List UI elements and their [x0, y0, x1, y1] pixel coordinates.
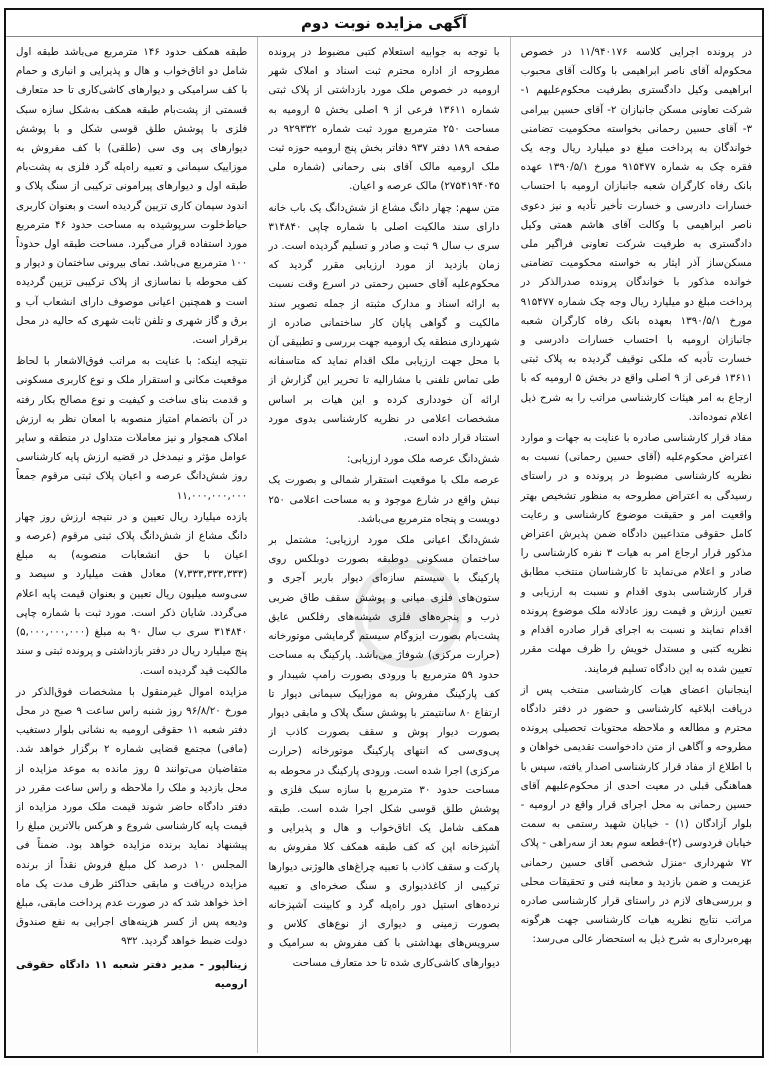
signature: زینالپور - مدیر دفتر شعبه ۱۱ دادگاه حقوقی ارومیه — [16, 958, 248, 990]
paragraph: در پرونده اجرایی کلاسه ۱۱/۹۴۰۱۷۶ در خصوص محکوم‌له آقای ناصر ابراهیمی با وکالت آقای محبوب ابراهیمی وکیل دادگستری بطرفیت محکوم‌علیهم ۱- شرکت تعاونی مسکن جانبازان ۲- آقای حسین بیرامی ۳- آقای حسین رحمانی بخواسته محکومیت تضامنی خواندگان به پرداخت مبلغ دو میلیارد ریال وجه یک فقره چک به شماره ۹۱۵۴۷۷ مورخ ۱۳۹۰/۵/۱ عهده بانک رفاه کارگران شعبه جانبازان ارومیه با احتساب خسارات دادرسی و خسارت تأخیر تأدیه و نیز دعوی ناصر ابراهیمی با وکالت آقای هاشم همتی وکیل دادگستری به طرفیت شرکت تعاونی فراگیر ملی مسکن‌ساز آذر ایثار به خواسته محکومیت تضامنی خوانده مذکور با خواندگان پرونده صدرالذکر در پرداخت مبلغ دو میلیارد ریال وجه چک شماره ۹۱۵۴۷۷ مورخ ۱۳۹۰/۵/۱ بعهده بانک رفاه کارگران شعبه جانبازان ارومیه با احتساب خسارات دادرسی و خسارت تأدیه که ملکی توقیف گردیده به پلاک ثبتی ۱۳۶۱۱ فرعی از ۹ اصلی واقع در بخش ۵ ارومیه که با ارجاع به امر هیئات کارشناسی مراتب را به شرح ذیل اعلام نموده‌اند. — [520, 46, 753, 423]
paragraph: طبقه همکف حدود ۱۴۶ مترمربع می‌باشد طبقه اول شامل دو اتاق‌خواب و هال و پذیرایی و انباری و حمام با کف سرامیکی و دیوارهای کاشی‌کاری تا حد متعارف قسمتی از پشت‌بام طبقه همکف به‌شکل سازه سبک فلزی با پوشش طلق قوسی شکل و با پوشش دیوارهای پی وی سی (طلقی) با کف مفروش به موزاییک سیمانی و تعبیه راه‌پله گرد فلزی به پشت‌بام طبقه اول و دیوارهای پیرامونی ترکیبی از سنگ پلاک و اندود سیمان کاری تزیین گردیده است و بعنوان کاربری حیاط‌خلوت سرپوشیده به مساحت حدود ۴۶ مترمربع مورد استفاده قرار می‌گیرد. مساحت طبقه اول حدوداً ۱۰۰ مترمربع می‌باشد. نمای بیرونی ساختمان و دیوار و کف محوطه با نماسازی از پلاک ترکیبی تزیین گردیده است و همچنین اعیانی موصوف دارای انشعاب آب و برق و گاز شهری و تلفن ثابت شهری که حالیه در محل برقرار است. — [16, 46, 248, 347]
paragraph: نتیجه اینکه: با عنایت به مراتب فوق‌الاشعار با لحاظ موقعیت مکانی و استقرار ملک و نوع کاربری مسکونی و قدمت بنای ساخت و کیفیت و نوع مصالح بکار رفته در آن باتضمام امتیاز منصوبه با امعان نظر به ارزش املاک همجوار و نیز معاملات متداول در منطقه و سایر عوامل مؤثر و نیمدخل در قضیه ارزش پایه کارشناسی روز شش‌دانگ عرصه و اعیان پلاک ثبتی مرقوم جمعاً ۱۱,۰۰۰,۰۰۰,۰۰۰ — [16, 355, 248, 502]
notice-frame — [4, 8, 764, 1058]
paragraph: شش‌دانگ اعیانی ملک مورد ارزیابی: مشتمل بر ساختمان مسکونی دوطبقه بصورت دوبلکس روی پارکینگ با سیستم سازه‌ای دیوار باربر آجری و ستون‌های فلزی میانی و پوشش سقف طاق ضربی ذرب و پنجره‌های فلزی شیشه‌های رفلکس عایق پشت‌بام بصورت ایزوگام سیستم گرمایشی موتورخانه (حرارت مرکزی) شوفاژ می‌باشد. پارکینگ به مساحت حدود ۵۹ مترمربع با ورودی بصورت رامپ شیبدار و کف پارکینگ مفروش به موزاییک سیمانی دیوار تا ارتفاع ۸۰ سانتیمتر با پوشش سنگ پلاک و مابقی دیوار بصورت دیوار پوش و سقف بصورت کاذب از پی‌وی‌سی که انتهای پارکینگ موتورخانه (حرارت مرکزی) اجرا شده است. ورودی پارکینگ در محوطه به مساحت حدود ۳۰ مترمربع با سازه سبک فلزی و پوشش طلق قوسی شکل اجرا شده است. طبقه همکف شامل یک اتاق‌خواب و هال و پذیرایی و آشپزخانه اپن که کف طبقه همکف کلا مفروش به پارکت و سقف کاذب با تعبیه چراغ‌های هالوژنی دیوارها ترکیبی از کاغذدیواری و سنگ صخره‌ای و تعبیه نرده‌های استیل دور راه‌پله گرد و کابینت آشپزخانه بصورت زمینی و دیواری از نوع‌های کلاس و سرویس‌های بهداشتی با کف مفروش به سرامیک و دیوارهای کاشی‌کاری شده تا حد متعارف مساحت — [268, 534, 500, 969]
paragraph: شش‌دانگ عرصه ملک مورد ارزیابی: — [346, 453, 500, 466]
paragraph: با توجه به جوابیه استعلام کتبی مضبوط در پرونده مطروحه از اداره محترم ثبت اسناد و املاک شهر ارومیه در خصوص ملک مورد بازداشتی از پلاک ثبتی شماره ۱۳۶۱۱ فرعی از ۹ اصلی بخش ۵ ارومیه به مساحت ۲۵۰ مترمربع مورد ثبت شماره ۹۲۹۳۳۲ در صفحه ۱۸۹ دفتر ۹۳۷ دفاتر بخش پنج ارومیه حوزه ثبت ملک ارومیه مالک آقای بنی رحمانی (شماره ملی ۲۷۵۴۱۹۴۰۴۵) مالک عرصه و اعیان. — [268, 46, 500, 193]
paragraph: اینجانبان اعضای هیات کارشناسی منتخب پس از دریافت ابلاغیه کارشناسی و حضور در دفتر دادگاه محترم و مطالعه و ملاحظه محتویات تحصیلی پرونده مطروحه و آگاهی از متن دادخواست تقدیمی خواهان و با اطلاع از مفاد قرار کارشناسی اصدار یافته، سپس با هماهنگی قبلی در معیت احدی از محکوم‌علیهم آقای حسین رحمانی به محل اجرای قرار واقع در ارومیه - بلوار آزادگان (۱) - خیابان شهید رستمی به سمت خیابان فردوسی (۲)-قطعه سوم بعد از سه‌راهی - پلاک ۷۲ شهرداری -منزل شخصی آقای حسین رحمانی عزیمت و ضمن بازدید و معاینه فنی و تحقیقات محلی و بررسی‌های لازم در راستای قرار کارشناسی صادره مراتب نتایج نظریه هیات کارشناسی جهت هرگونه بهره‌برداری به شرح ذیل به استحضار عالی می‌رسد: — [520, 683, 752, 946]
column-middle — [258, 37, 510, 1053]
paragraph: متن سهم: چهار دانگ مشاع از شش‌دانگ یک باب خانه دارای سند مالکیت اصلی با شماره چاپی ۳۱۴۸۴۰ سری ب سال ۹ ثبت و صادر و تسلیم گردیده است. در زمان بازدید از مورد ارزیابی مقرر گردید که محکوم‌علیه آقای حسین رحمتی در اسرع وقت نسبت به ارائه اسناد و مدارک مثبته از جمله تصویر سند مالکیت و گواهی پایان کار ساختمانی صادره از شهرداری منطقه یک ارومیه جهت بررسی و تطبیقی آن با محل جهت ارزیابی ملک اقدام نماید که متاسفانه طی تماس تلفنی با مشارالیه تا تحریر این گزارش از ارائه آن خودداری کرده و این هیات بر اساس مشخصات اعلامی در نظریه کارشناسی بدوی مورد استناد قرار داده است. — [268, 201, 500, 445]
notice-title: آگهی مزایده نوبت دوم — [6, 10, 762, 37]
paragraph: یازده میلیارد ریال تعیین و در نتیجه ارزش روز چهار دانگ مشاع از شش‌دانگ پلاک ثبتی مرقوم (عرصه و اعیان با حق انشعابات منصوبه) به مبلغ (۷,۳۳۳,۳۳۳,۳۳۳) معادل هفت میلیارد و سیصد و سی‌وسه میلیون ریال تعیین و بعنوان قیمت پایه اعلام می‌گردد. شایان ذکر است. مورد ثبت با شماره چاپی ۳۱۴۸۴۰ سری ب سال ۹۰ به مبلغ (۵,۰۰۰,۰۰۰,۰۰۰) پنج میلیارد ریال در دفتر بازداشتی و پرونده ثبتی و سند مالکیت قید گردیده است. — [16, 510, 248, 677]
paragraph: مزایده اموال غیرمنقول با مشخصات فوق‌الذکر در مورخ ۹۶/۸/۲۰ روز شنبه راس ساعت ۹ صبح در محل دفتر شعبه ۱۱ حقوقی ارومیه به نشانی بلوار دستغیب (مافی) مجتمع قضایی شماره ۲ برگزار خواهد شد. متقاضیان می‌توانند ۵ روز مانده به موعد مزایده از محل بازدید و ملک را ملاحظه و راس ساعت مقرر در دفتر دادگاه حاضر شوند قیمت ملک مورد مزایده از قیمت پایه کارشناسی شروع و هرکس بالاترین مبلغ را پیشنهاد نماید برنده مزایده خواهد بود. ضمناً فی المجلس ۱۰ درصد کل مبلغ فروش نقداً از برنده مزایده دریافت و مابقی حداکثر ظرف مدت یک ماه اخذ خواهد شد که در صورت عدم پرداخت مابقی، مبلغ ودیعه پس از کسر هزینه‌های اجرایی به نفع صندوق دولت ضبط خواهد گردید. ۹۳۲ — [16, 685, 248, 948]
notice-columns — [6, 37, 762, 1053]
column-left — [6, 37, 258, 1053]
column-right — [511, 37, 762, 1053]
paragraph: عرصه ملک با موقعیت استقرار شمالی و بصورت یک نبش واقع در شارع موجود و به مساحت اعلامی ۲۵۰ دویست و پنجاه مترمربع می‌باشد. — [268, 474, 500, 525]
paragraph: مفاد قرار کارشناسی صادره با عنایت به جهات و موارد اعتراض محکوم‌علیه (آقای حسین رحمانی) نسبت به نظریه کارشناسی مضبوط در پرونده و در راستای رسیدگی به اعتراض مطروحه به منظور تشخیص بهتر واقعیت امر و حقیقت موضوع کارشناسی و رعایت کامل حقوقی متداعیین دادگاه ضمن پذیرش اعتراض مذکور قرار ارجاع امر به هیات ۳ نفره کارشناسی را صادر و اعلام می‌نماید تا کارشناسان منتخب مطابق قرار کارشناسی بدوی اقدام و نسبت به ارزیابی و تعیین ارزش و قیمت روز عادلانه ملک موضوع پرونده اقدام نمایند و نسبت به اجرای قرار صادره اقدام و نظریه کتبی و مستدل خویش را ظرف مهلت مقرر تعیین شده به این دادگاه تسلیم فرمایند. — [520, 432, 753, 675]
